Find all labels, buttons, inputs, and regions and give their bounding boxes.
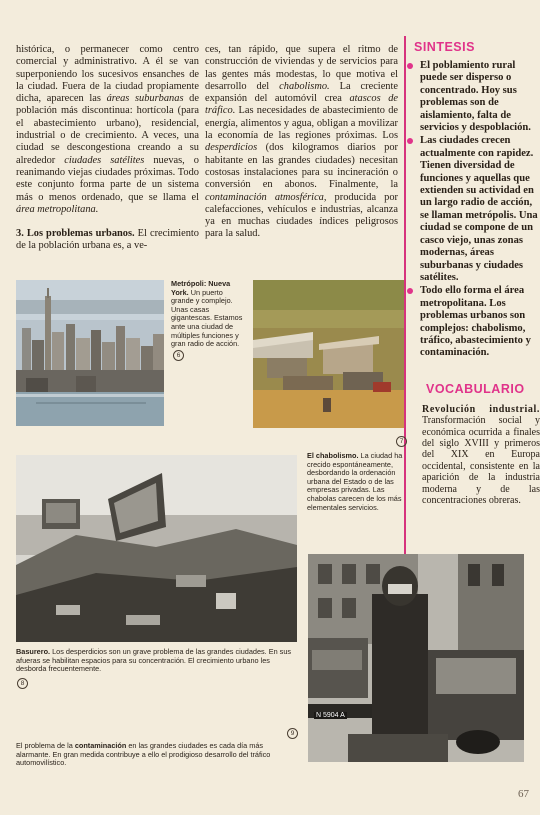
- figure-number-8: 8: [17, 678, 28, 689]
- shanty-image: [253, 280, 404, 428]
- license-plate: N 5904 A: [316, 712, 345, 719]
- figure-number-9: 9: [287, 728, 298, 739]
- dump-image: [16, 455, 297, 642]
- sintesis-item: Las ciudades crecen actualmente con rapidez. Tienen diversidad de funciones y aquellas que extienden su actividad en un largo radio de acción, se llaman metrópolis. Una ciudad se compone de un casco viejo, unas zonas modernas, áreas suburbanas y ciudades satélites.: [404, 135, 540, 284]
- sintesis-title: SINTESIS: [414, 40, 475, 54]
- figure-number-7: 7: [396, 436, 407, 447]
- text-column-middle: [205, 44, 398, 241]
- caption-contaminacion: El problema de la contaminación en las grandes ciudades es cada día más alarmante. En gran medida contribuye a ello el prodigioso desarrollo del tráfico automovilístico.: [16, 741, 271, 768]
- paragraph-areas: histórica, o permanecer como centro comercial y administrativo. A él se van superponiendo los sucesivos ensanches de la ciudad. Fuera de la ciudad propiamente dicha, aparecen las áreas suburbanas de población más discontinua: hortícola (para el abastecimiento urbano), residencial, industrial o de crecimiento. A veces, una ciudad se descongestiona creando a su alrededor ciudades satélites nuevas, o reanimando viejas ciudades próximas. Todo este conjunto forma parte de un sistema más o menos ordenado, que se llama el área metropolitana.: [16, 44, 200, 215]
- traffic-image: [308, 554, 524, 762]
- paragraph-problemas: 3. Los problemas urbanos. El crecimiento de la población urbana es, a ve-: [16, 228, 199, 252]
- page-number: 67: [518, 788, 529, 800]
- sintesis-item: El poblamiento rural puede ser disperso o concentrado. Hoy sus problemas son de aislamiento, falta de servicios y despoblación.: [404, 60, 540, 134]
- bullet-dot-icon: [407, 288, 413, 294]
- photo-contaminacion: [308, 554, 524, 762]
- sintesis-list: [404, 60, 540, 360]
- sintesis-item: Todo ello forma el área metropolitana. Los problemas urbanos son complejos: chabolismo, tráfico, abastecimiento y contaminación.: [404, 285, 540, 359]
- vocabulario-entry: Revolución industrial. Transformación social y económica ocurrida a finales del siglo XVIII y primeros del XIX en Europa occidental, consistente en la aparición de la industria moderna y de las concentraciones obreras.: [422, 403, 540, 506]
- caption-chabolismo: El chabolismo. La ciudad ha crecido espontáneamente, desbordando la ordenación urbana del Estado o de las empresas privadas. Las chabolas carecen de los más elementales servicios.: [307, 451, 403, 512]
- text-column-left: [16, 44, 199, 253]
- caption-new-york: Metrópoli: Nueva York. Un puerto grande y complejo. Unas casas gigantescas. Estamos ante una ciudad de múltiples funciones y gran radio de acción.: [171, 279, 243, 349]
- vocabulario-title: VOCABULARIO: [426, 381, 525, 396]
- bullet-dot-icon: [407, 138, 413, 144]
- bullet-dot-icon: [407, 63, 413, 69]
- caption-basurero: Basurero. Los desperdicios son un grave problema de las grandes ciudades. En sus afueras se habilitan espacios para su concentración. El crecimiento urbano les desborda frecuentemente.: [16, 647, 292, 674]
- photo-new-york: [16, 280, 164, 426]
- paragraph-problemas-cont: ces, tan rápido, que supera el ritmo de construcción de viviendas y de servicios para las gentes más modestas, lo que motiva el desarrollo del chabolismo. La creciente expansión del automóvil crea atascos de tráfico. Las necesidades de abastecimiento de energía, alimentos y agua, obligan a movilizar la economía de las regiones próximas. Los desperdicios (dos kilogramos diarios por habitante en las grandes ciudades) necesitan costosas instalaciones para su incineración o conversión en abonos. Finalmente, la contaminación atmosférica, producida por calefacciones, vehículos e industrias, alcanza ya en muchas ciudades índices peligrosos para la salud.: [205, 44, 399, 240]
- photo-basurero: [16, 455, 297, 642]
- skyline-image: [16, 280, 164, 426]
- figure-number-6: 6: [173, 350, 184, 361]
- photo-chabolismo: [253, 280, 404, 428]
- section-heading: 3. Los problemas urbanos.: [16, 228, 135, 240]
